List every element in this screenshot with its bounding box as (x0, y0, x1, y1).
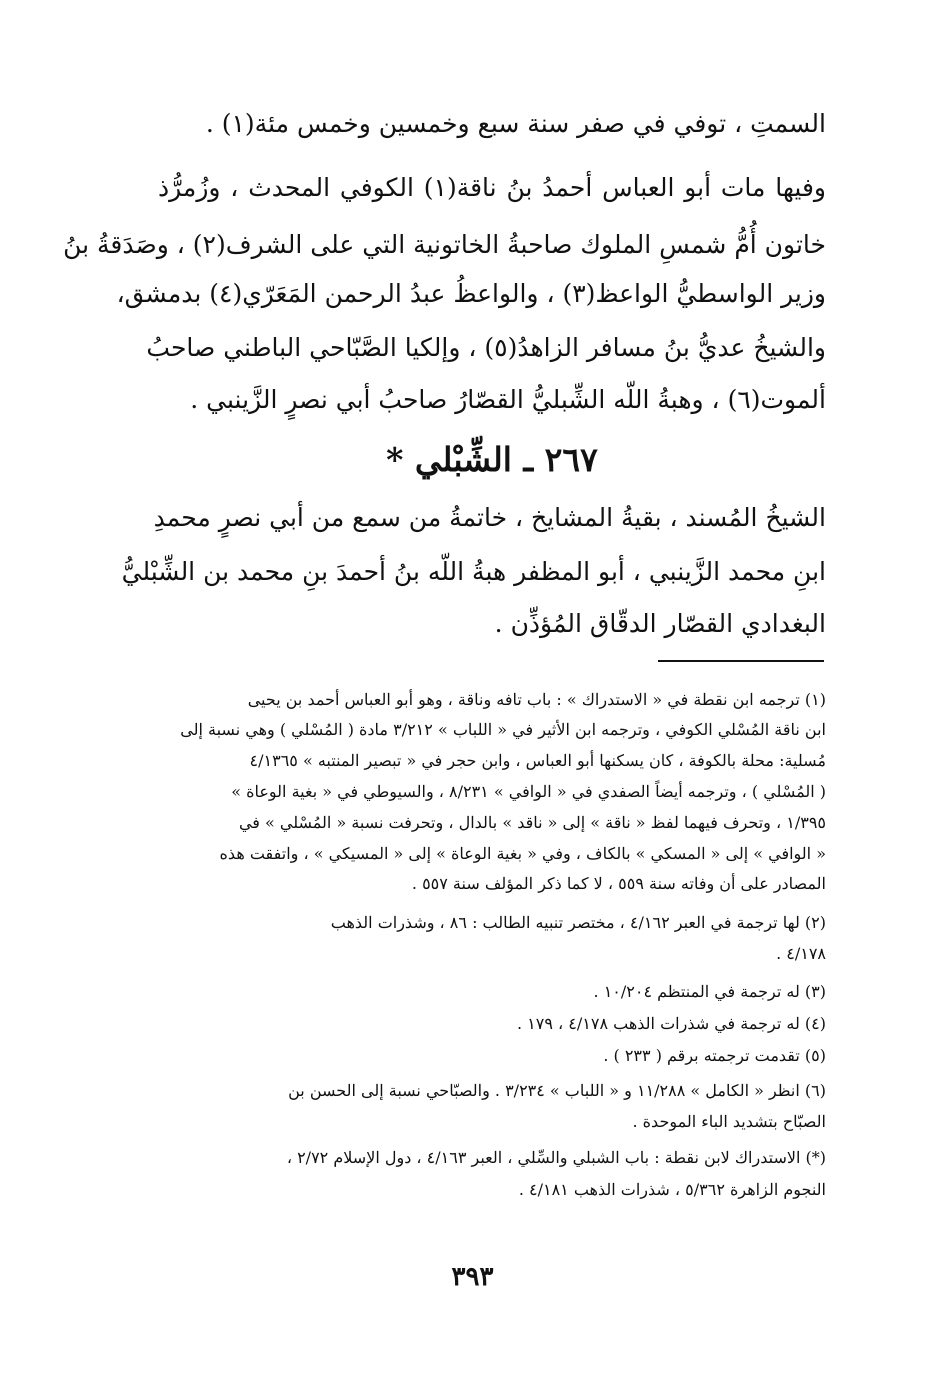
body-line-1: السمتِ ، توفي في صفر سنة سبع وخمسين وخمس مئة(١) . (205, 109, 826, 138)
footnote-line-13: (٦) انظر « الكامل » ١١/٢٨٨ و « اللباب » ٣/٢٣٤ . والصبّاحي نسبة إلى الحسن بن (288, 1081, 826, 1100)
footnote-line-11: (٤) له ترجمة في شذرات الذهب ٤/١٧٨ ، ١٧٩ . (516, 1014, 826, 1033)
footnote-line-9: ٤/١٧٨ . (776, 944, 826, 963)
body-line-3: خاتون أُمُّ شمسِ الملوك صاحبةُ الخاتونية التي على الشرف(٢) ، وصَدَقةُ بنُ (63, 230, 826, 259)
footnote-line-16: النجوم الزاهرة ٥/٣٦٢ ، شذرات الذهب ٤/١٨١ . (518, 1180, 826, 1199)
footnote-line-6: « الوافي » إلى « المسكي » بالكاف ، وفي « بغية الوعاة » إلى « المسيكي » ، واتفقت هذه (219, 844, 826, 863)
page-number: ٣٩٣ (451, 1262, 494, 1292)
footnote-line-2: ابن ناقة المُسْلي الكوفي ، وترجمه ابن الأثير في « اللباب » ٣/٢١٢ مادة ( المُسْلي ) وهي نسبة إلى (180, 720, 826, 739)
footnote-line-10: (٣) له ترجمة في المنتظم ١٠/٢٠٤ . (593, 982, 826, 1001)
body-text-bottom (121, 498, 826, 638)
body-line-4: وزير الواسطيُّ الواعظ(٣) ، والواعظُ عبدُ الرحمن المَعَرّي(٤) بدمشق، (116, 279, 826, 308)
body-line-5: والشيخُ عديُّ بنُ مسافر الزاهدُ(٥) ، وإلكيا الصَّبّاحي الباطني صاحبُ (146, 333, 826, 362)
footnote-line-7: المصادر على أن وفاته سنة ٥٥٩ ، لا كما ذكر المؤلف سنة ٥٥٧ . (411, 874, 826, 893)
footnote-line-1: (١) ترجمه ابن نقطة في « الاستدراك » : باب تافه وناقة ، وهو أبو العباس أحمد بن يحيى (247, 690, 826, 709)
footnote-separator (658, 660, 824, 662)
footnote-line-4: ( المُسْلي ) ، وترجمه أيضاً الصفدي في « الوافي » ٨/٢٣١ ، والسيوطي في « بغية الوعاة » (231, 782, 826, 801)
section-title: ٢٦٧ ـ الشِّبْلي * (386, 440, 598, 479)
footnotes (158, 686, 826, 1226)
body-line-2: وفيها مات أبو العباس أحمدُ بنُ ناقة(١) الكوفي المحدث ، وزُمرُّذ (158, 173, 826, 202)
body-text-top (63, 104, 826, 414)
body-line-6: ألموت(٦) ، وهبةُ اللّه الشِّبليُّ القصّارُ صاحبُ أبي نصرٍ الزَّينبي . (190, 385, 826, 414)
body-line-9: البغدادي القصّار الدقّاق المُؤذِّن . (494, 609, 826, 638)
footnote-line-3: مُسلية: محلة بالكوفة ، كان يسكنها أبو العباس ، وابن حجر في « تبصير المنتبه » ٤/١٣٦٥ (249, 751, 826, 770)
footnote-line-15: (*) الاستدراك لابن نقطة : باب الشبلي والسِّلي ، العبر ٤/١٦٣ ، دول الإسلام ٢/٧٢ ، (286, 1148, 826, 1167)
body-line-8: ابنِ محمد الزَّينبي ، أبو المظفر هبةُ اللّه بنُ أحمدَ بنِ محمد بن الشِّبْليُّ (121, 557, 826, 586)
body-line-7: الشيخُ المُسند ، بقيةُ المشايخ ، خاتمةُ من سمع من أبي نصرٍ محمدِ (153, 503, 826, 532)
footnote-line-5: ١/٣٩٥ ، وتحرف فيهما لفظ « ناقة » إلى « ناقد » بالدال ، وتحرفت نسبة « المُسْلي » في (238, 813, 826, 832)
footnote-line-8: (٢) لها ترجمة في العبر ٤/١٦٢ ، مختصر تنبيه الطالب : ٨٦ ، وشذرات الذهب (330, 913, 826, 932)
footnote-line-12: (٥) تقدمت ترجمته برقم ( ٢٣٣ ) . (603, 1046, 826, 1065)
footnote-line-14: الصبّاح بتشديد الباء الموحدة . (632, 1112, 826, 1131)
